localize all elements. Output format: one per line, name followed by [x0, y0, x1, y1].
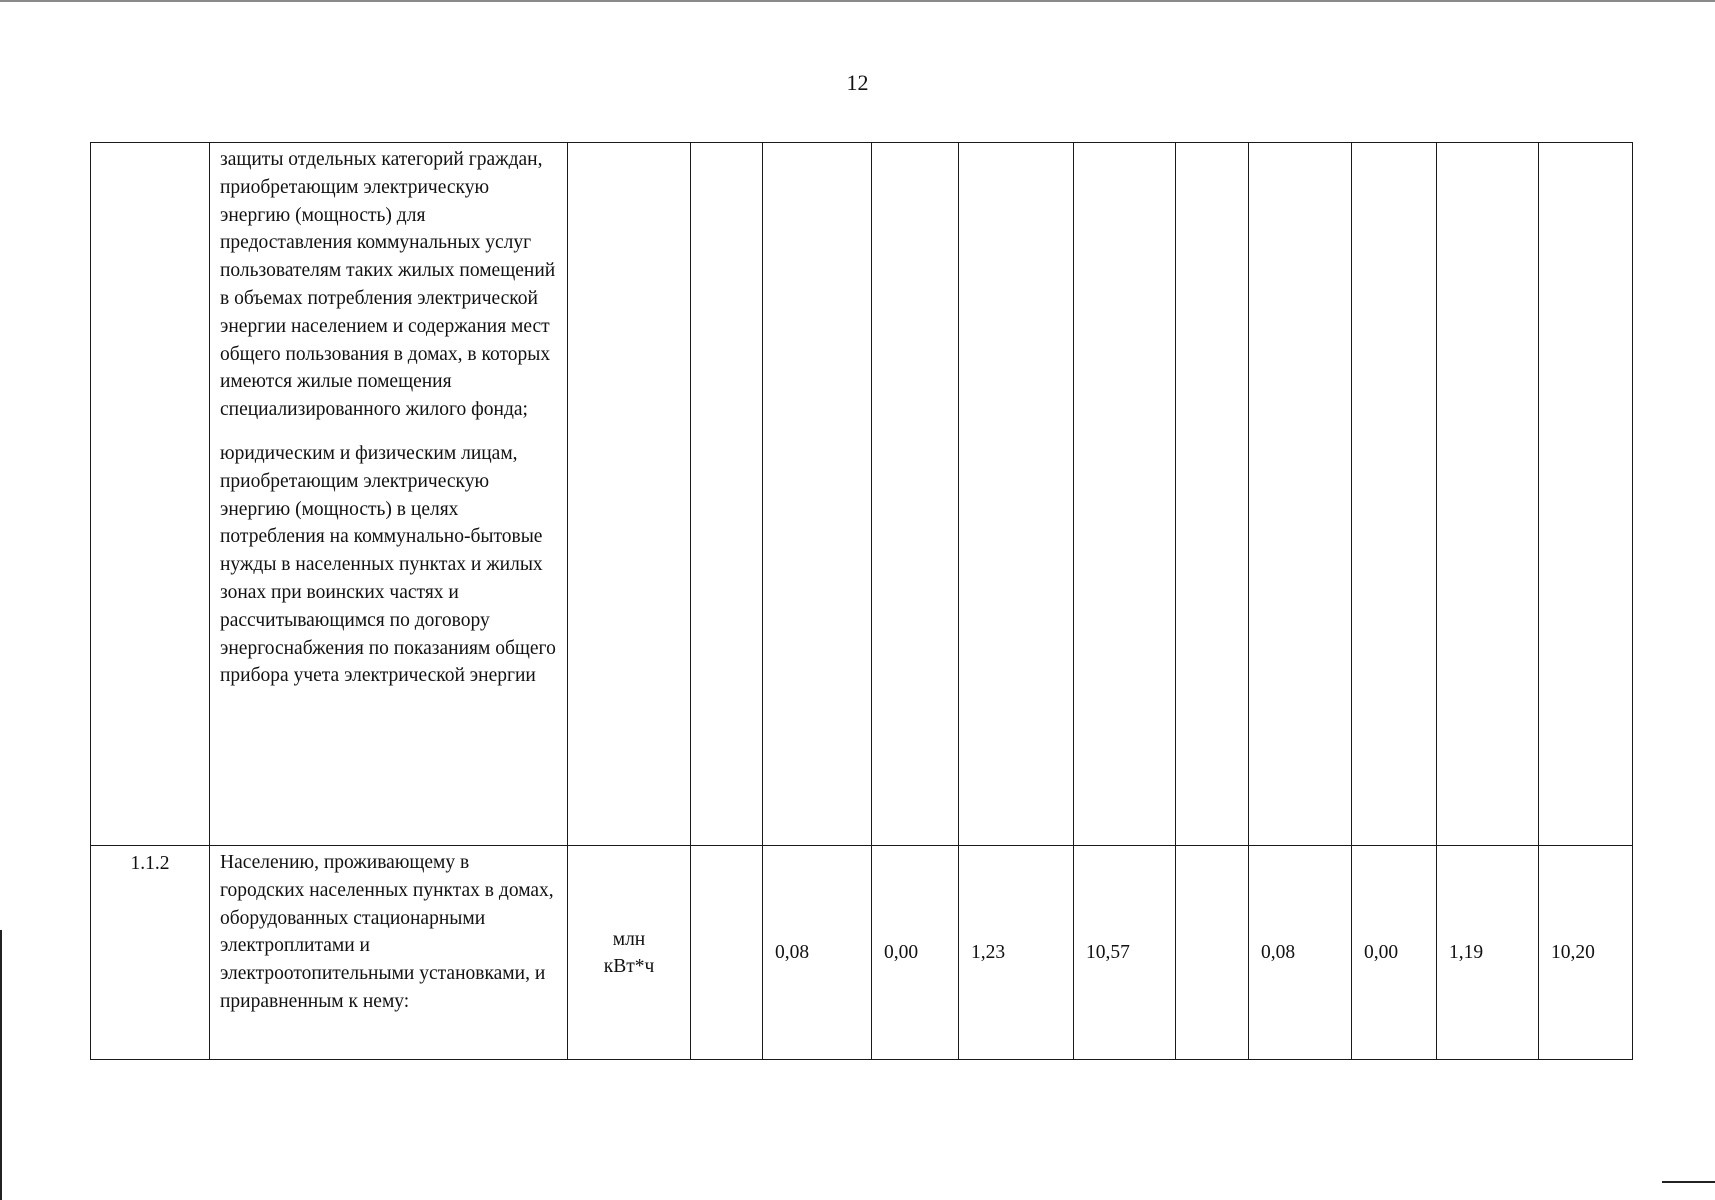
value-cell: 10,57: [1074, 846, 1176, 1060]
value-cell: [1176, 143, 1249, 846]
value-cell: [763, 143, 872, 846]
row-number-cell: 1.1.2: [91, 846, 210, 1060]
value-cell: 10,20: [1539, 846, 1633, 1060]
scan-artifact-left: [0, 930, 2, 1200]
description-paragraph-2: юридическим и физическим лицам, приобретающим электрическую энергию (мощность) в целях потребления на коммунально-бытовые нужды в населенных пунктах и жилых зонах при воинских частях и рассчитывающимся по договору энергоснабжения по показаниям общего прибора учета электрической энергии: [220, 442, 556, 687]
value-cell: [1176, 846, 1249, 1060]
page-top-border: [0, 0, 1715, 2]
tariff-table: [90, 142, 1633, 1060]
unit-line-2: кВт*ч: [603, 955, 655, 977]
value-cell: [691, 143, 763, 846]
value-cell: [1249, 143, 1352, 846]
description-cell: [210, 143, 568, 846]
description-cell: Населению, проживающему в городских населенных пунктах в домах, оборудованных стационарными электроплитами и электроотопительными установками, и приравненным к нему:: [210, 846, 568, 1060]
value-cell: 0,00: [1352, 846, 1437, 1060]
row-number-cell: [91, 143, 210, 846]
value-cell: [1437, 143, 1539, 846]
scan-artifact-right: [1662, 1181, 1715, 1183]
table-row-1-1-2: [91, 846, 1633, 1060]
value-cell: [872, 143, 959, 846]
value-cell: 0,08: [763, 846, 872, 1060]
continuation-row: [91, 143, 1633, 846]
unit-cell: [568, 143, 691, 846]
value-cell: [1539, 143, 1633, 846]
unit-cell: [568, 846, 691, 1060]
value-cell: 0,00: [872, 846, 959, 1060]
page-number: 12: [846, 70, 869, 95]
value-cell: [1074, 143, 1176, 846]
value-cell: 1,19: [1437, 846, 1539, 1060]
value-cell: [959, 143, 1074, 846]
unit-line-1: млн: [612, 928, 646, 950]
value-cell: [1352, 143, 1437, 846]
value-cell: [691, 846, 763, 1060]
description-paragraph-1: защиты отдельных категорий граждан, приобретающим электрическую энергию (мощность) для предоставления коммунальных услуг пользователям таких жилых помещений в объемах потребления электрической энергии населением и содержания мест общего пользования в домах, в которых имеются жилые помещения специализированного жилого фонда;: [220, 149, 556, 421]
value-cell: 1,23: [959, 846, 1074, 1060]
value-cell: 0,08: [1249, 846, 1352, 1060]
